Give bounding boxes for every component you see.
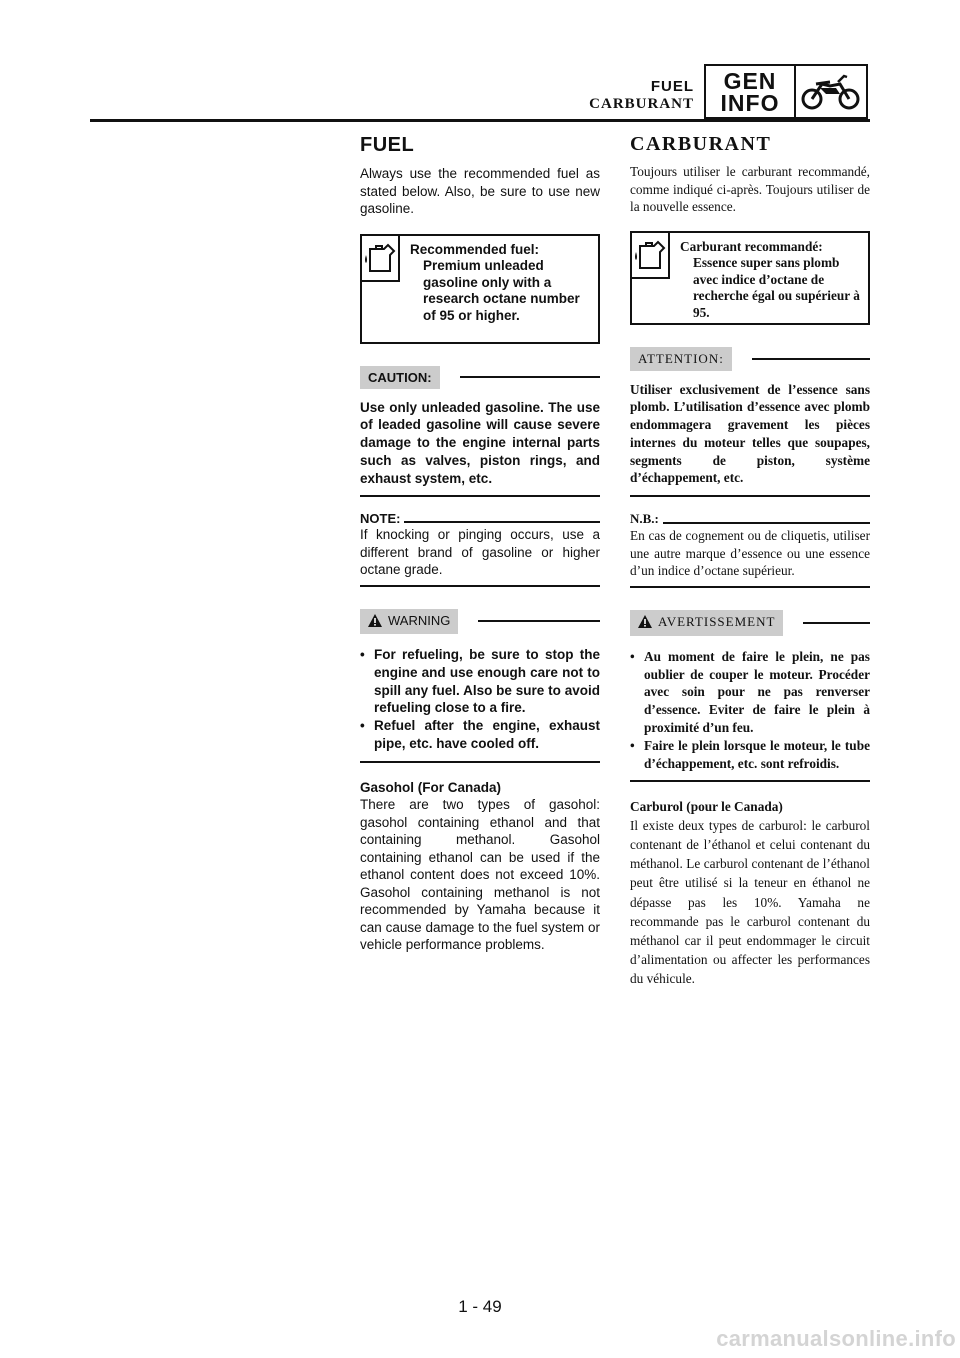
recommended-fuel-box-en <box>360 234 600 344</box>
caution-rule-fr <box>630 495 870 497</box>
caution-line-fr <box>752 358 870 360</box>
warning-list-fr <box>630 648 870 773</box>
warning-label-fr: AVERTISSEMENT <box>658 613 776 629</box>
fuel-label-fr: Carburant recommandé: <box>680 238 823 254</box>
warning-line-en <box>478 620 600 622</box>
section-heading-en: FUEL <box>360 134 415 156</box>
note-header-fr <box>630 511 870 527</box>
note-label-fr: N.B.: <box>630 511 659 527</box>
header-title-en: FUEL <box>650 78 694 95</box>
warning-triangle-icon <box>638 615 652 632</box>
caution-rule-en <box>360 495 600 497</box>
fuel-value-en: Premium unleaded gasoline only with a research octane number of 95 or higher. <box>423 258 580 323</box>
note-rule-en <box>360 585 600 587</box>
caution-text-en: Use only unleaded gasoline. The use of leaded gasoline will cause severe damage to the engine internal parts such as valves, piston rings, and exhaust system, etc. <box>360 399 600 486</box>
caution-header-fr <box>630 347 870 371</box>
caution-text-fr: Utiliser exclusivement de l’essence sans plomb. L’utilisation d’essence avec plomb endommagera gravement les pièces internes du moteur telles que soupapes, segments de piston, système d’échappement, etc. <box>630 381 870 486</box>
warning-triangle-icon <box>368 614 382 630</box>
warning-item-fr: • Faire le plein lorsque le moteur, le tube d’échappement, etc. sont refroidis. <box>630 737 870 773</box>
recommended-fuel-text-en <box>400 236 598 342</box>
note-text-fr: En cas de cognement ou de cliquetis, utiliser une autre marque d’essence ou une essence d’un indice d’octane supérieur. <box>630 528 870 579</box>
warning-item-fr: • Au moment de faire le plein, ne pas oublier de couper le moteur. Procéder avec soin pour ne pas renverser d’essence. Eviter de faire le plein à proximité d’un feu. <box>630 648 870 737</box>
warning-header-en <box>360 609 600 634</box>
section-code <box>706 66 796 117</box>
warning-item-en: • Refuel after the engine, exhaust pipe, etc. have cooled off. <box>360 717 600 753</box>
page-number: 1 - 49 <box>458 1297 502 1316</box>
watermark: carmanualsonline.info <box>716 1326 956 1351</box>
fuel-label-en: Recommended fuel: <box>410 241 540 257</box>
caution-label-en: CAUTION: <box>360 366 440 389</box>
warning-rule-fr <box>630 780 870 782</box>
note-label-en: NOTE: <box>360 511 401 527</box>
intro-en: Always use the recommended fuel as stated below. Also, be sure to use new gasoline. <box>360 166 600 216</box>
french-column <box>630 130 870 989</box>
warning-tag-fr <box>630 610 783 636</box>
recommended-fuel-text-fr <box>670 233 868 323</box>
warning-line-fr <box>803 622 870 624</box>
recommended-fuel-box-fr <box>630 231 870 325</box>
caution-line-en <box>460 376 600 378</box>
gasohol-heading-en: Gasohol (For Canada) <box>360 779 502 795</box>
warning-tag-en <box>360 609 458 634</box>
note-rule-fr <box>630 586 870 588</box>
note-line-fr <box>663 522 870 524</box>
fuel-value-fr: Essence super sans plomb avec indice d’octane de recherche égal ou supérieur à 95. <box>693 255 860 320</box>
section-code-line-1: GEN <box>723 68 777 94</box>
gasohol-text-fr: Il existe deux types de carburol: le carburol contenant de l’éthanol et celui contenant du méthanol. Le carburol contenant de l’éthanol peut être utilisé si la teneur en éthanol ne dépasse pas les 10%. Yamaha ne recommande pas le carburol contenant du méthanol car il peut endommager le circuit d’alimentation ou affecter les performances du véhicule. <box>630 817 870 987</box>
gasohol-text-en: There are two types of gasohol: gasohol containing ethanol and that containing methanol. Gasohol containing ethanol can be used if the ethanol content does not exceed 10%. Gasohol containing methanol is not recommended by Yamaha because it can cause damage to the fuel system or vehicle performance problems. <box>360 797 600 953</box>
header-rule <box>90 119 870 122</box>
note-header-en <box>360 511 600 526</box>
section-heading-fr: CARBURANT <box>630 133 772 155</box>
intro-fr: Toujours utiliser le carburant recommandé, comme indiqué ci-après. Toujours utiliser de la nouvelle essence. <box>630 164 870 214</box>
fuel-can-icon <box>362 236 400 282</box>
caution-header-en <box>360 366 600 389</box>
note-text-en: If knocking or pinging occurs, use a different brand of gasoline or higher octane grade. <box>360 527 600 578</box>
section-code-line-2: INFO <box>720 90 780 116</box>
header-title-fr: CARBURANT <box>589 96 694 112</box>
english-column <box>360 130 600 954</box>
warning-label-en: WARNING <box>388 612 451 628</box>
warning-rule-en <box>360 761 600 763</box>
warning-header-fr <box>630 610 870 636</box>
section-badge <box>704 64 868 119</box>
gasohol-heading-fr: Carburol (pour le Canada) <box>630 799 783 815</box>
note-line-en <box>404 521 600 523</box>
caution-label-fr: ATTENTION: <box>630 347 732 371</box>
motorcycle-icon <box>796 66 866 117</box>
warning-item-en: • For refueling, be sure to stop the engine and use enough care not to spill any fuel. Also be sure to avoid refueling close to a fire. <box>360 646 600 717</box>
warning-list-en <box>360 646 600 753</box>
fuel-can-icon <box>632 233 670 279</box>
